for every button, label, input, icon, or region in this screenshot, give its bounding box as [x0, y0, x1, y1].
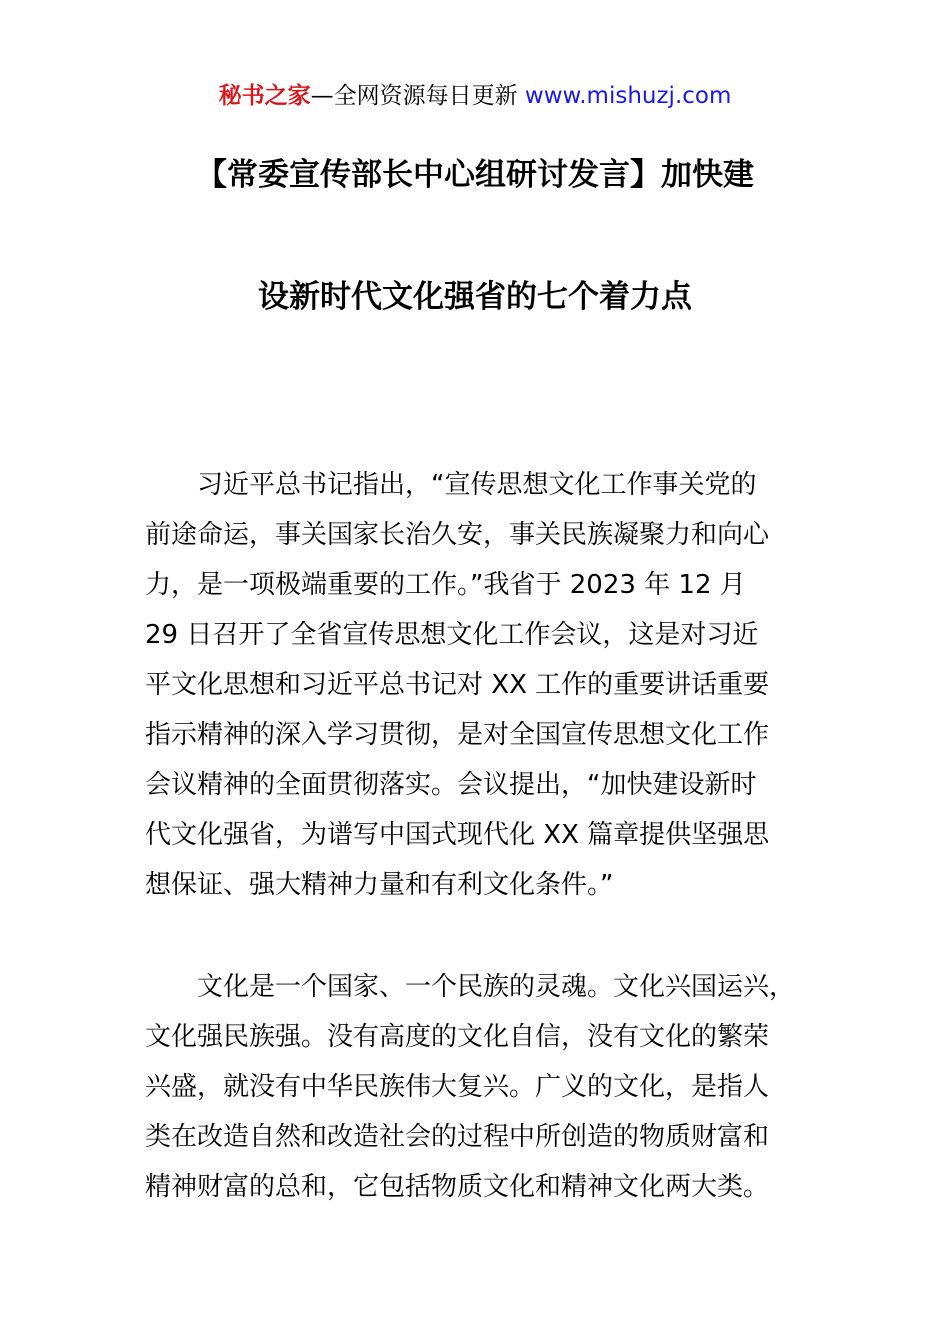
paragraph-line: 想保证、强大精神力量和有利文化条件。”	[145, 870, 614, 900]
site-url-link[interactable]: www.mishuzj.com	[524, 83, 732, 109]
paragraph-line: 类在改造自然和改造社会的过程中所创造的物质财富和	[145, 1122, 770, 1152]
paragraph-line: 平文化思想和习近平总书记对 XX 工作的重要讲话重要	[145, 670, 770, 700]
header-tagline: —全网资源每日更新	[310, 83, 525, 109]
document-title-line-2: 设新时代文化强省的七个着力点	[258, 279, 692, 315]
body-paragraph-1	[145, 460, 815, 910]
paragraph-line: 前途命运，事关国家长治久安，事关民族凝聚力和向心	[145, 520, 770, 550]
document-title-line-1: 【常委宣传部长中心组研讨发言】加快建	[196, 157, 754, 193]
site-header	[0, 80, 950, 112]
paragraph-line: 会议精神的全面贯彻落实。会议提出，“加快建设新时	[145, 770, 757, 800]
brand-name: 秘书之家	[218, 83, 311, 109]
paragraph-line: 代文化强省，为谱写中国式现代化 XX 篇章提供坚强思	[145, 820, 770, 850]
paragraph-line: 兴盛，就没有中华民族伟大复兴。广义的文化，是指人	[145, 1072, 770, 1102]
paragraph-line: 力，是一项极端重要的工作。”我省于 2023 年 12 月	[145, 570, 746, 600]
paragraph-line: 文化强民族强。没有高度的文化自信，没有文化的繁荣	[145, 1022, 770, 1052]
paragraph-line: 习近平总书记指出，“宣传思想文化工作事关党的	[145, 470, 757, 500]
paragraph-line: 29 日召开了全省宣传思想文化工作会议，这是对习近	[145, 620, 759, 650]
paragraph-line: 指示精神的深入学习贯彻，是对全国宣传思想文化工作	[145, 720, 770, 750]
paragraph-line: 文化是一个国家、一个民族的灵魂。文化兴国运兴，	[145, 972, 796, 1002]
paragraph-line: 精神财富的总和，它包括物质文化和精神文化两大类。	[145, 1172, 770, 1202]
body-paragraph-2	[145, 962, 815, 1212]
